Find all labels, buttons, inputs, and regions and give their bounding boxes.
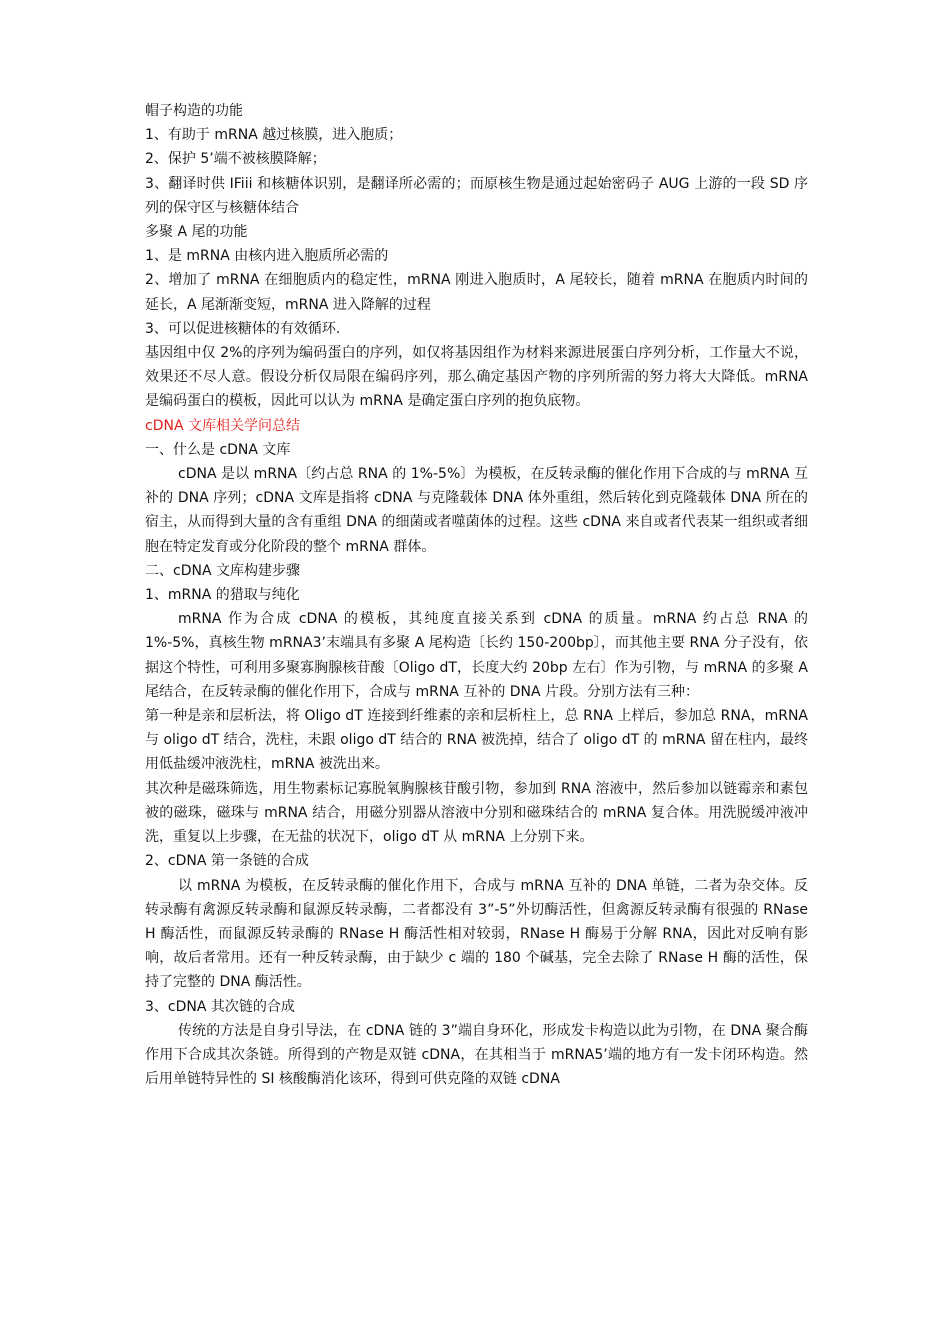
body-paragraph: cDNA 是以 mRNA〔约占总 RNA 的 1%-5%〕为模板，在反转录酶的催化作用下合成的与 mRNA 互补的 DNA 序列；cDNA 文库是指将 cDNA 与克隆载体 DNA 体外重组，然后转化到克隆载体 DNA 所在的宿主，从而得到大量的含有重组 DNA 的细菌或者噬菌体的过程。这些 cDNA 来自或者代表某一组织或者细胞在特定发育或分化阶段的整个 mRNA 群体。 bbox=[145, 466, 808, 555]
list-item: 2、增加了 mRNA 在细胞质内的稳定性，mRNA 刚进入胞质时，A 尾较长，随着 mRNA 在胞质内时间的延长，A 尾渐渐变短，mRNA 进入降解的过程 bbox=[145, 272, 808, 313]
list-item: 3、翻译时供 IFiii 和核糖体识别，是翻译所必需的；而原核生物是通过起始密码子 AUG 上游的一段 SD 序列的保守区与核糖体结合 bbox=[145, 175, 808, 216]
subsection-heading: 3、cDNA 其次链的合成 bbox=[145, 998, 295, 1015]
section-title-cdna-library: cDNA 文库相关学问总结 bbox=[145, 417, 300, 434]
body-paragraph: 其次种是磁珠筛选，用生物素标记寡脱氧胸腺核苷酸引物，参加到 RNA 溶液中，然后参加以链霉亲和素包被的磁珠，磁珠与 mRNA 结合，用磁分别器从溶液中分别和磁珠结合的 mRNA 复合体。用洗脱缓冲液冲洗，重复以上步骤，在无盐的状况下，oligo dT 从 mRNA 上分别下来。 bbox=[145, 780, 808, 846]
body-paragraph: mRNA 作为合成 cDNA 的模板，其纯度直接关系到 cDNA 的质量。mRNA 约占总 RNA 的 1%-5%，真核生物 mRNA3’末端具有多聚 A 尾构造〔长约 150-200bp〕，而其他主要 RNA 分子没有，依据这个特性，可利用多聚寡胸腺核苷酸〔Oligo dT，长度大约 20bp 左右〕作为引物，与 mRNA 的多聚 A 尾结合，在反转录酶的催化作用下，合成与 mRNA 互补的 DNA 片段。分别方法有三种： bbox=[145, 611, 808, 700]
body-paragraph: 传统的方法是自身引导法，在 cDNA 链的 3”端自身环化，形成发卡构造以此为引物，在 DNA 聚合酶作用下合成其次条链。所得到的产物是双链 cDNA，在其相当于 mRNA5’端的地方有一发卡闭环构造。然后用单链特异性的 SI 核酸酶消化该环，得到可供克隆的双链 cDNA bbox=[145, 1022, 808, 1088]
subsection-heading: 1、mRNA 的猎取与纯化 bbox=[145, 587, 300, 604]
subsection-heading: 2、cDNA 第一条链的合成 bbox=[145, 853, 309, 870]
section-heading: 二、cDNA 文库构建步骤 bbox=[145, 562, 300, 579]
body-paragraph: 第一种是亲和层析法，将 Oligo dT 连接到纤维素的亲和层析柱上，总 RNA 上样后，参加总 RNA，mRNA 与 oligo dT 结合，洗柱，未跟 oligo dT 结合的 RNA 被洗掉，结合了 oligo dT 的 mRNA 留在柱内，最终用低盐缓冲液洗柱，mRNA 被洗出来。 bbox=[145, 708, 808, 773]
section-heading: 一、什么是 cDNA 文库 bbox=[145, 441, 291, 458]
list-item: 1、有助于 mRNA 越过核膜，进入胞质； bbox=[145, 127, 403, 144]
heading-polya-function: 多聚 A 尾的功能 bbox=[145, 224, 248, 241]
document-body bbox=[145, 99, 808, 1091]
list-item: 3、可以促进核糖体的有效循环. bbox=[145, 320, 341, 337]
list-item: 2、保护 5’端不被核膜降解； bbox=[145, 151, 326, 168]
heading-cap-function: 帽子构造的功能 bbox=[145, 103, 243, 119]
body-paragraph: 基因组中仅 2%的序列为编码蛋白的序列，如仅将基因组作为材料来源进展蛋白序列分析，工作量大不说，效果还不尽人意。假设分析仅局限在编码序列，那么确定基因产物的序列所需的努力将大大降低。mRNA 是编码蛋白的模板，因此可以认为 mRNA 是确定蛋白序列的抱负底物。 bbox=[145, 345, 808, 410]
body-paragraph: 以 mRNA 为模板，在反转录酶的催化作用下，合成与 mRNA 互补的 DNA 单链，二者为杂交体。反转录酶有禽源反转录酶和鼠源反转录酶，二者都没有 3”-5”外切酶活性，但禽源反转录酶有很强的 RNase H 酶活性，而鼠源反转录酶的 RNase H 酶活性相对较弱，RNase H 酶易于分解 RNA，因此对反响有影响，故后者常用。还有一种反转录酶，由于缺少 c 端的 180 个碱基，完全去除了 RNase H 酶的活性，保持了完整的 DNA 酶活性。 bbox=[145, 877, 808, 991]
list-item: 1、是 mRNA 由核内进入胞质所必需的 bbox=[145, 248, 389, 265]
